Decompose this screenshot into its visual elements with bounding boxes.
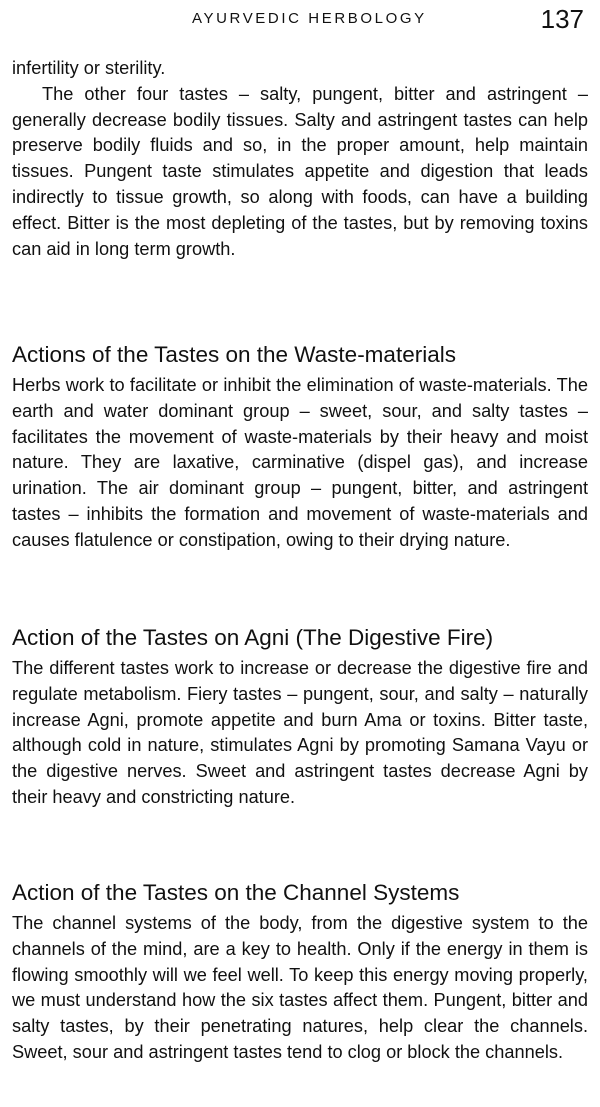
section-agni	[12, 623, 588, 811]
intro-block	[12, 56, 588, 262]
section-paragraph: The different tastes work to increase or decrease the digestive fire and regulate metabolism. Fiery tastes – pungent, sour, and salty – naturally increase Agni, promote appetite and burn Ama or toxins. Bitter taste, although cold in nature, stimulates Agni by promoting Samana Vayu or the digestive nerves. Sweet and astringent tastes decrease Agni by their heavy and constricting nature.	[12, 658, 588, 807]
section-heading: Action of the Tastes on the Channel Systems	[12, 880, 460, 905]
section-heading: Actions of the Tastes on the Waste-materials	[12, 342, 456, 367]
section-paragraph: The channel systems of the body, from the digestive system to the channels of the mind, are a key to health. Only if the energy in them is flowing smoothly will we feel well. To keep this energy moving properly, we must understand how the six tastes affect them. Pungent, bitter and salty tastes, by their penetrating natures, help clear the channels. Sweet, sour and astringent tastes tend to clog or block the channels.	[12, 913, 588, 1062]
continuation-text: infertility or sterility.	[12, 58, 166, 78]
section-paragraph: Herbs work to facilitate or inhibit the elimination of waste-materials. The earth and water dominant group – sweet, sour, and salty tastes – facilitates the movement of waste-materials by their heavy and moist nature. They are laxative, carminative (dispel gas), and increase urination. The air dominant group – pungent, bitter, and astringent tastes – inhibits the formation and movement of waste-materials and causes flatulence or constipation, owing to their drying nature.	[12, 375, 588, 550]
tastes-tissues-paragraph: The other four tastes – salty, pungent, bitter and astringent – generally decrease bodily tissues. Salty and astringent tastes can help preserve bodily fluids and so, in the proper amount, help maintain tissues. Pungent taste stimulates appetite and digestion that leads indirectly to tissue growth, so along with foods, can have a building effect. Bitter is the most depleting of the tastes, but by removing toxins can aid in long term growth.	[12, 83, 588, 259]
running-title: AYURVEDIC HERBOLOGY	[192, 10, 427, 27]
section-heading: Action of the Tastes on Agni (The Digestive Fire)	[12, 625, 494, 650]
section-channel-systems	[12, 878, 588, 1066]
page-number: 137	[540, 4, 584, 34]
section-waste-materials	[12, 340, 588, 554]
running-header	[0, 0, 600, 44]
